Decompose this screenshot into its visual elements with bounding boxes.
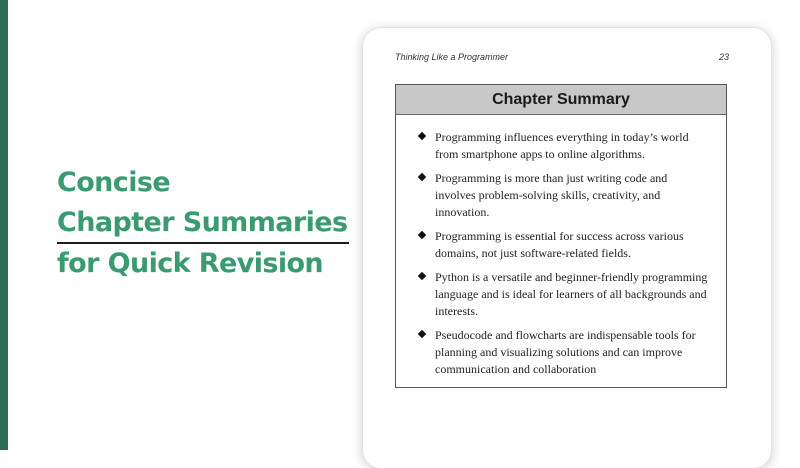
page-header <box>395 52 729 66</box>
diamond-bullet-icon <box>418 272 426 280</box>
page-number: 23 <box>718 52 729 62</box>
headline-line-2: Chapter Summaries <box>57 204 349 244</box>
summary-item-text: Pseudocode and flowcharts are indispensable tools for planning and visualizing solutions and can improve communication and collaboration <box>435 328 696 376</box>
page-header-title: Thinking Like a Programmer <box>395 52 509 62</box>
chapter-summary-title: Chapter Summary <box>396 85 726 115</box>
diamond-bullet-icon <box>418 132 426 140</box>
summary-item <box>416 170 710 221</box>
summary-item-text: Programming influences everything in today’s world from smartphone apps to online algorithms. <box>435 130 689 161</box>
summary-item <box>416 269 710 320</box>
left-accent-stripe <box>0 0 8 450</box>
summary-item-text: Programming is essential for success across various domains, not just software-related fields. <box>435 229 684 260</box>
summary-item-text: Python is a versatile and beginner-friendly programming language and is ideal for learners of all backgrounds and interests. <box>435 270 708 318</box>
summary-item-text: Programming is more than just writing code and involves problem-solving skills, creativity, and innovation. <box>435 171 668 219</box>
chapter-summary-box <box>395 84 727 388</box>
summary-item <box>416 327 710 378</box>
summary-list <box>396 115 726 378</box>
headline-line-1: Concise <box>57 167 171 198</box>
diamond-bullet-icon <box>418 173 426 181</box>
summary-item <box>416 129 710 163</box>
diamond-bullet-icon <box>418 231 426 239</box>
headline-line-3: for Quick Revision <box>57 248 324 279</box>
headline <box>57 163 347 284</box>
diamond-bullet-icon <box>418 330 426 338</box>
summary-item <box>416 228 710 262</box>
